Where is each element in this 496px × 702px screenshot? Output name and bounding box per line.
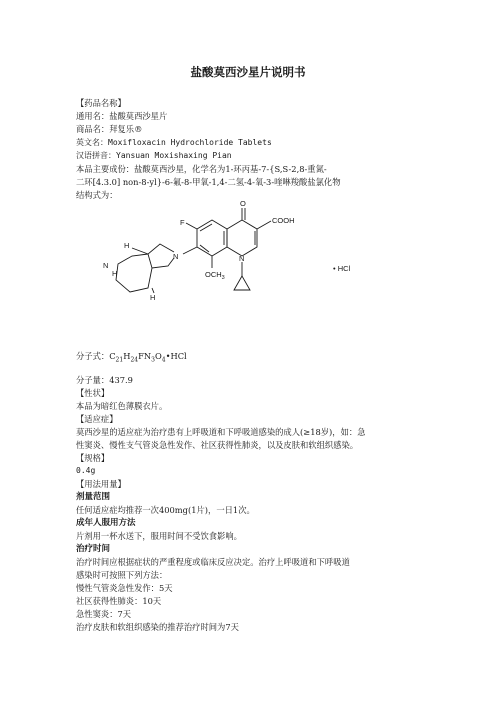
section-indications: 【适应症】 <box>76 414 118 424</box>
document-title: 盐酸莫西沙星片说明书 <box>190 65 306 79</box>
ingredient-line-1: 本品主要成份：盐酸莫西沙星，化学名为1-环丙基-7-{S,S-2,8-重氮- <box>76 164 327 174</box>
cyclopropyl-ring <box>234 276 250 290</box>
hcl-label: • HCl <box>333 264 351 273</box>
fluorine-label: F <box>180 218 185 227</box>
dosage-range-heading: 剂量范围 <box>76 492 111 502</box>
english-name-line: 英文名：Moxifloxacin Hydrochloride Tablets <box>76 138 272 147</box>
molecular-formula: 分子式：$C_{21}H_{24}FN_3O_4•HCl$ <box>76 351 187 364</box>
duration-pneumonia: 社区获得性肺炎：10天 <box>76 596 162 606</box>
generic-name-line: 通用名：盐酸莫西沙星片 <box>76 111 168 121</box>
structure-caption: 结构式为： <box>76 190 118 200</box>
h-top-label: H <box>124 241 130 250</box>
dosage-range-text: 任何适应症均推荐一次400mg(1片)，一日1次。 <box>76 505 255 515</box>
benzene-ring <box>197 220 227 256</box>
stereo-bond <box>132 248 148 254</box>
section-appearance: 【性状】 <box>76 388 110 398</box>
carboxyl-bond <box>257 221 271 229</box>
treatment-duration-heading: 治疗时间 <box>76 544 111 554</box>
amine-bond <box>183 247 197 254</box>
trade-name-line: 商品名：拜复乐® <box>76 124 143 134</box>
piperidine-h-label: H <box>112 269 118 278</box>
pinyin-line: 汉语拼音：Yansuan Moxishaxing Pian <box>76 151 232 160</box>
indications-text-2: 性窦炎、慢性支气管炎急性发作、社区获得性肺炎，以及皮肤和软组织感染。 <box>76 440 359 450</box>
methoxy-label: $OCH_3$ <box>205 270 225 281</box>
quinolone-n-label: N <box>239 254 245 263</box>
section-dosage: 【用法用量】 <box>76 479 126 489</box>
adult-usage-text: 片剂用一杯水送下，服用时间不受饮食影响。 <box>76 531 242 541</box>
appearance-text: 本品为暗红色薄膜衣片。 <box>76 401 168 411</box>
duration-skin-infection: 治疗皮肤和软组织感染的推荐治疗时间为7天 <box>76 622 239 632</box>
duration-bronchitis: 慢性气管炎急性发作：5天 <box>76 583 173 593</box>
h-bottom-label: H <box>150 293 156 302</box>
section-specification: 【规格】 <box>76 453 110 463</box>
molecular-weight: 分子量：437.9 <box>76 375 133 385</box>
fluoro-bond <box>186 223 197 229</box>
piperidine-n-label: N <box>103 261 109 270</box>
pyrrolidine-n-label: N <box>173 252 179 261</box>
pyrrolidine-ring <box>148 244 174 268</box>
piperidine-ring <box>116 254 152 292</box>
specification-value: 0.4g <box>76 466 96 475</box>
indications-text-1: 莫西沙星的适应症为治疗患有上呼吸道和下呼吸道感染的成人(≥18岁)，如：急 <box>76 427 366 437</box>
pyridone-ring <box>227 220 257 256</box>
duration-sinusitis: 急性窦炎：7天 <box>76 609 132 619</box>
benzene-double-bond <box>200 224 212 231</box>
duration-text-2: 感染时可按照下列方法： <box>76 570 168 580</box>
adult-usage-heading: 成年人服用方法 <box>76 518 136 528</box>
ingredient-line-2: 二环[4.3.0] non-8-yl}-6-氟-8-甲氧-1,4-二氢-4-氧-3-喹啉羧酸盐氯化物 <box>76 177 341 187</box>
benzene-double-bond <box>200 245 209 252</box>
duration-text-1: 治疗时间应根据症状的严重程度或临床反应决定。治疗上呼吸道和下呼吸道 <box>76 557 350 567</box>
oxygen-label: O <box>240 199 246 208</box>
chemical-structure-diagram <box>76 196 376 338</box>
section-drug-name: 【药品名称】 <box>76 98 126 108</box>
cooh-label: COOH <box>272 216 295 225</box>
